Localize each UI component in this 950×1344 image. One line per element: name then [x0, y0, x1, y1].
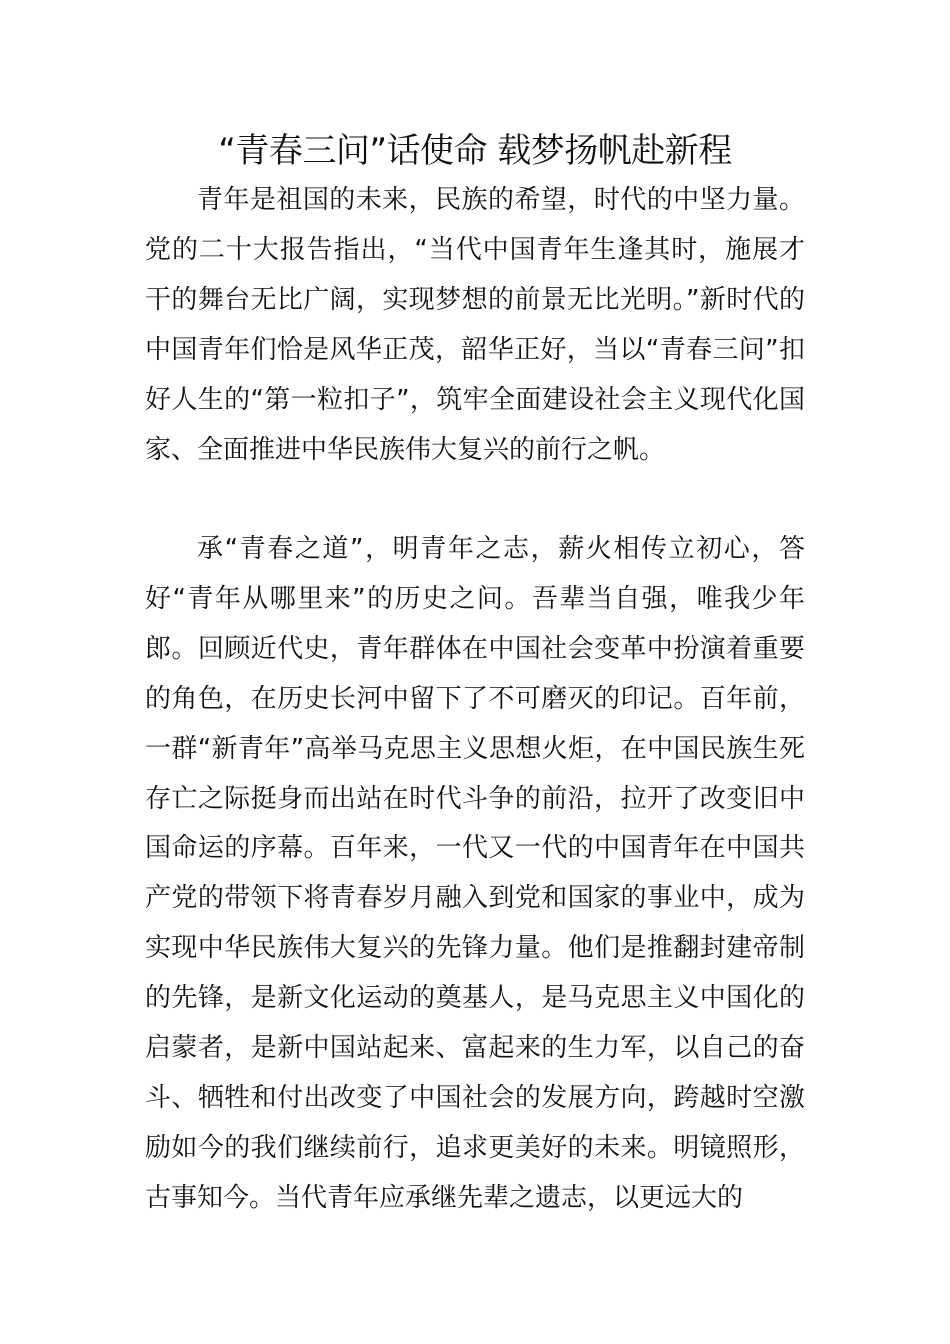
paragraph-1: 青年是祖国的未来，民族的希望，时代的中坚力量。党的二十大报告指出，“当代中国青年生逢其时，施展才干的舞台无比广阔，实现梦想的前景无比光明。”新时代的中国青年们恰是风华正茂，韶华正好，当以“青春三问”扣好人生的“第一粒扣子”，筑牢全面建设社会主义现代化国家、全面推进中华民族伟大复兴的前行之帆。 — [145, 185, 805, 465]
paragraph-2: 承“青春之道”，明青年之志，薪火相传立初心，答好“青年从哪里来”的历史之问。吾辈当自强，唯我少年郎。回顾近代史，青年群体在中国社会变革中扮演着重要的角色，在历史长河中留下了不可磨灭的印记。百年前，一群“新青年”高举马克思主义思想火炬，在中国民族生死存亡之际挺身而出站在时代斗争的前沿，拉开了改变旧中国命运的序幕。百年来，一代又一代的中国青年在中国共产党的带领下将青春岁月融入到党和国家的事业中，成为实现中华民族伟大复兴的先锋力量。他们是推翻封建帝制的先锋，是新文化运动的奠基人，是马克思主义中国化的启蒙者，是新中国站起来、富起来的生力军，以自己的奋斗、牺牲和付出改变了中国社会的发展方向，跨越时空激励如今的我们继续前行，追求更美好的未来。明镜照形，古事知今。当代青年应承继先辈之遗志，以更远大的 — [145, 534, 805, 1213]
document-title: “青春三问”话使命 载梦扬帆赴新程 — [218, 131, 732, 171]
